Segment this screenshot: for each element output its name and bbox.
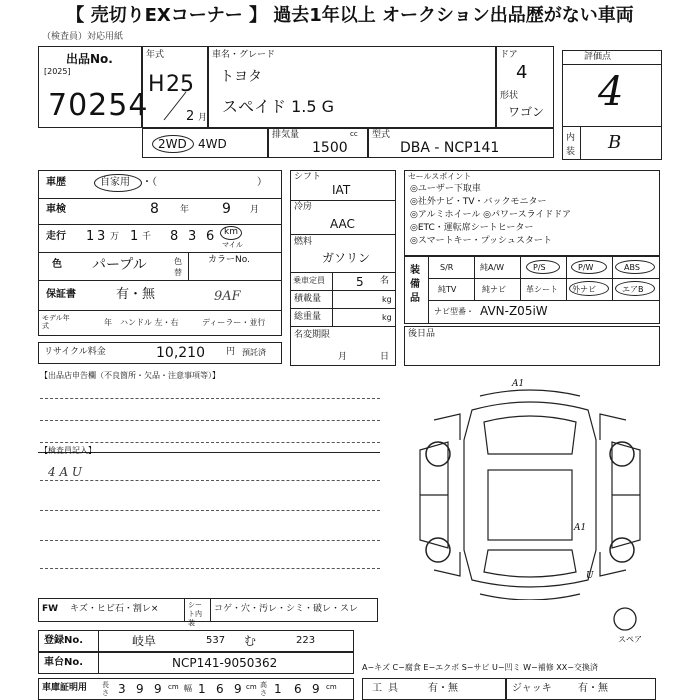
grade-label: 評価点 xyxy=(584,52,612,62)
warranty-value: 有・無 xyxy=(116,287,156,302)
doors-value: 4 xyxy=(516,62,528,83)
mileage-unit-man: 万 xyxy=(110,232,120,242)
doors-label: ドア xyxy=(500,50,518,60)
cert-l2: 9 xyxy=(136,682,144,696)
seat-items: コゲ・穴・汚レ・シミ・破レ・スレ xyxy=(214,604,359,614)
recycle-label: リサイクル料金 xyxy=(44,347,106,357)
shape-value: ワゴン xyxy=(508,105,545,119)
model-maker: トヨタ xyxy=(220,69,262,85)
weight-label: 総重量 xyxy=(294,312,322,322)
fw-label: FW xyxy=(42,604,59,614)
drive-4wd: 4WD xyxy=(198,137,227,151)
spare-label: スペア xyxy=(618,635,642,644)
mileage-unit-mile: マイル xyxy=(222,241,243,249)
cert-width-label: 幅 xyxy=(184,684,192,693)
tools-label: 工具 xyxy=(372,683,404,694)
equip-pw: P/W xyxy=(578,263,594,272)
equip-alloy: 純A/W xyxy=(480,263,505,272)
mileage-label: 走行 xyxy=(46,231,66,242)
cert-w2: 6 xyxy=(216,682,224,696)
recycle-note: 預託済 xyxy=(242,348,266,357)
sales-point-item: ◎アルミホイール ◎パワースライドドア xyxy=(410,210,572,220)
load-unit: kg xyxy=(382,295,392,304)
equip-airbag: エアB xyxy=(622,285,644,294)
color-label: 色 xyxy=(52,259,62,270)
later-notes-box xyxy=(404,326,660,366)
year-era: H xyxy=(148,72,165,97)
sales-point-item: ◎ETC・運転席シートヒーター xyxy=(410,223,534,233)
navi-model-value: AVN-Z05iW xyxy=(480,304,548,318)
seat-label: シート内装 xyxy=(188,601,202,627)
displacement-label: 排気量 xyxy=(272,130,300,140)
equip-ps: P/S xyxy=(533,263,546,272)
history-label: 車歴 xyxy=(46,177,66,188)
year-slash-icon xyxy=(160,90,190,122)
mileage-d1: 1 xyxy=(86,229,95,244)
jack-label: ジャッキ xyxy=(512,683,552,694)
lot-label: 出品No. xyxy=(66,52,113,66)
fuel-label: 燃料 xyxy=(294,237,313,247)
color-no-label: カラーNo. xyxy=(208,255,250,265)
interior-label: 内装 xyxy=(566,133,576,157)
detail-block xyxy=(38,170,282,336)
year-month-unit: 月 xyxy=(198,113,208,123)
name-change-month: 月 xyxy=(338,352,348,362)
jack-value: 有・無 xyxy=(578,683,608,694)
handle-option: ハンドル 左・右 xyxy=(120,318,179,327)
damage-mark-side: A1 xyxy=(574,523,587,533)
cert-unit-1: cm xyxy=(168,683,179,691)
equip-navi: 純ナビ xyxy=(482,285,506,294)
load-label: 積載量 xyxy=(294,294,322,304)
sales-point-item: ◎社外ナビ・TV・バックモニター xyxy=(410,197,547,207)
model-year-label: モデル年式 xyxy=(42,314,70,330)
name-change-label: 名変期限 xyxy=(294,330,331,340)
capacity-unit: 名 xyxy=(380,276,390,286)
equip-leather: 革シート xyxy=(526,285,558,294)
navi-model-label: ナビ型番・ xyxy=(434,307,474,316)
mileage-unit-sen: 千 xyxy=(142,232,152,242)
cert-h2: 6 xyxy=(294,682,302,696)
cert-l1: 3 xyxy=(118,682,126,696)
spare-tire-icon xyxy=(612,606,638,632)
damage-mark-rear: U xyxy=(586,571,594,581)
mileage-unit-km: km xyxy=(224,227,238,237)
interior-value: B xyxy=(608,132,622,153)
sales-point-item: ◎ユーザー下取車 xyxy=(410,184,481,194)
shape-label: 形状 xyxy=(500,91,519,101)
registration-num: 537 xyxy=(206,635,226,646)
equip-ext-navi: 外ナビ xyxy=(572,285,596,294)
banner-title: 【 売切りEXコーナー 】 過去1年以上 オークション出品歴がない車両 xyxy=(0,0,700,32)
recycle-unit: 円 xyxy=(226,347,236,357)
ac-value: AAC xyxy=(330,217,355,231)
damage-mark-front: A1 xyxy=(512,379,525,389)
subheader: （検査員）対応用紙 xyxy=(42,32,124,42)
cert-unit-3: cm xyxy=(326,683,337,691)
color-value: パープル xyxy=(92,257,147,273)
color-change-label: 色替 xyxy=(174,257,182,277)
cert-h1: 1 xyxy=(274,682,282,696)
model-year-unit: 年 xyxy=(104,318,112,327)
shift-value: IAT xyxy=(332,183,351,197)
registration-label: 登録No. xyxy=(44,635,84,646)
mileage-d4: 8 xyxy=(170,229,179,244)
lot-number: 70254 xyxy=(48,88,149,123)
mileage-d6: 6 xyxy=(206,229,215,244)
model-code-label: 型式 xyxy=(372,130,391,140)
warranty-label: 保証書 xyxy=(46,289,76,300)
registration-place: 岐阜 xyxy=(132,634,157,648)
cert-l3: 9 xyxy=(154,682,162,696)
fw-items: キズ・ヒビ石・割レ× xyxy=(70,604,159,614)
mileage-d5: 3 xyxy=(188,229,197,244)
car-diagram xyxy=(400,380,660,600)
cert-length-label: 長さ xyxy=(102,681,109,697)
capacity-value: 5 xyxy=(356,275,364,289)
displacement-unit: cc xyxy=(350,130,358,138)
inspection-year: 8 xyxy=(150,201,159,217)
grade-value: 4 xyxy=(598,69,624,115)
inspection-month-unit: 月 xyxy=(250,205,260,215)
sales-points-label: セールスポイント xyxy=(408,172,472,181)
inspector-notes-label: 【検査員記入】 xyxy=(40,446,96,455)
registration-num2: 223 xyxy=(296,635,316,646)
drive-2wd: 2WD xyxy=(158,137,187,151)
equip-sr: S/R xyxy=(440,263,454,272)
equip-abs: ABS xyxy=(624,263,640,272)
damage-legend: A−キズ C−腐食 E−エクボ S−サビ U−凹ミ W−補修 XX−交換済 xyxy=(362,663,598,672)
color-no-value: 9AF xyxy=(214,289,241,304)
year-month: 2 xyxy=(186,109,195,124)
seller-notes-label: 【出品店申告欄（不良箇所・欠品・注意事項等）】 xyxy=(40,371,220,380)
displacement-value: 1500 xyxy=(312,140,348,156)
dealer-option: ディーラー・並行 xyxy=(202,318,266,327)
mileage-d3: 1 xyxy=(130,229,139,244)
lot-stamp: [2025] xyxy=(44,67,71,76)
equip-tv: 純TV xyxy=(438,285,457,294)
chassis-label: 車台No. xyxy=(44,657,84,668)
year-label: 年式 xyxy=(146,50,165,60)
weight-unit: kg xyxy=(382,313,392,322)
sales-point-item: ◎スマートキー・プッシュスタート xyxy=(410,236,552,246)
history-rest: ・（ ） xyxy=(142,177,267,188)
inspection-label: 車検 xyxy=(46,204,66,215)
ac-label: 冷房 xyxy=(294,202,313,212)
cert-unit-2: cm xyxy=(246,683,257,691)
history-value: 自家用 xyxy=(100,177,130,188)
shift-label: シフト xyxy=(294,172,322,182)
cert-w3: 9 xyxy=(234,682,242,696)
cert-h3: 9 xyxy=(312,682,320,696)
capacity-label: 乗車定員 xyxy=(293,276,325,285)
registration-kana: む xyxy=(244,634,257,648)
name-change-day: 日 xyxy=(380,352,390,362)
tools-value: 有・無 xyxy=(428,683,458,694)
cert-height-label: 高さ xyxy=(260,681,267,697)
model-code-value: DBA - NCP141 xyxy=(400,140,500,156)
recycle-value: 10,210 xyxy=(156,345,205,361)
later-notes-label: 後日品 xyxy=(408,329,436,339)
mileage-d2: 3 xyxy=(97,229,106,244)
inspector-notes-value: 4 A U xyxy=(48,465,83,479)
fuel-value: ガソリン xyxy=(322,251,371,265)
inspection-year-unit: 年 xyxy=(180,205,190,215)
inspection-month: 9 xyxy=(222,201,231,217)
cert-w1: 1 xyxy=(198,682,206,696)
equipment-label: 装備品 xyxy=(410,265,420,304)
model-label: 車名・グレード xyxy=(212,50,276,60)
certificate-label: 車庫証明用 xyxy=(42,683,88,693)
chassis-value: NCP141-9050362 xyxy=(172,656,278,670)
year-value: 25 xyxy=(166,72,194,97)
model-name: スペイド 1.5 G xyxy=(222,97,335,116)
